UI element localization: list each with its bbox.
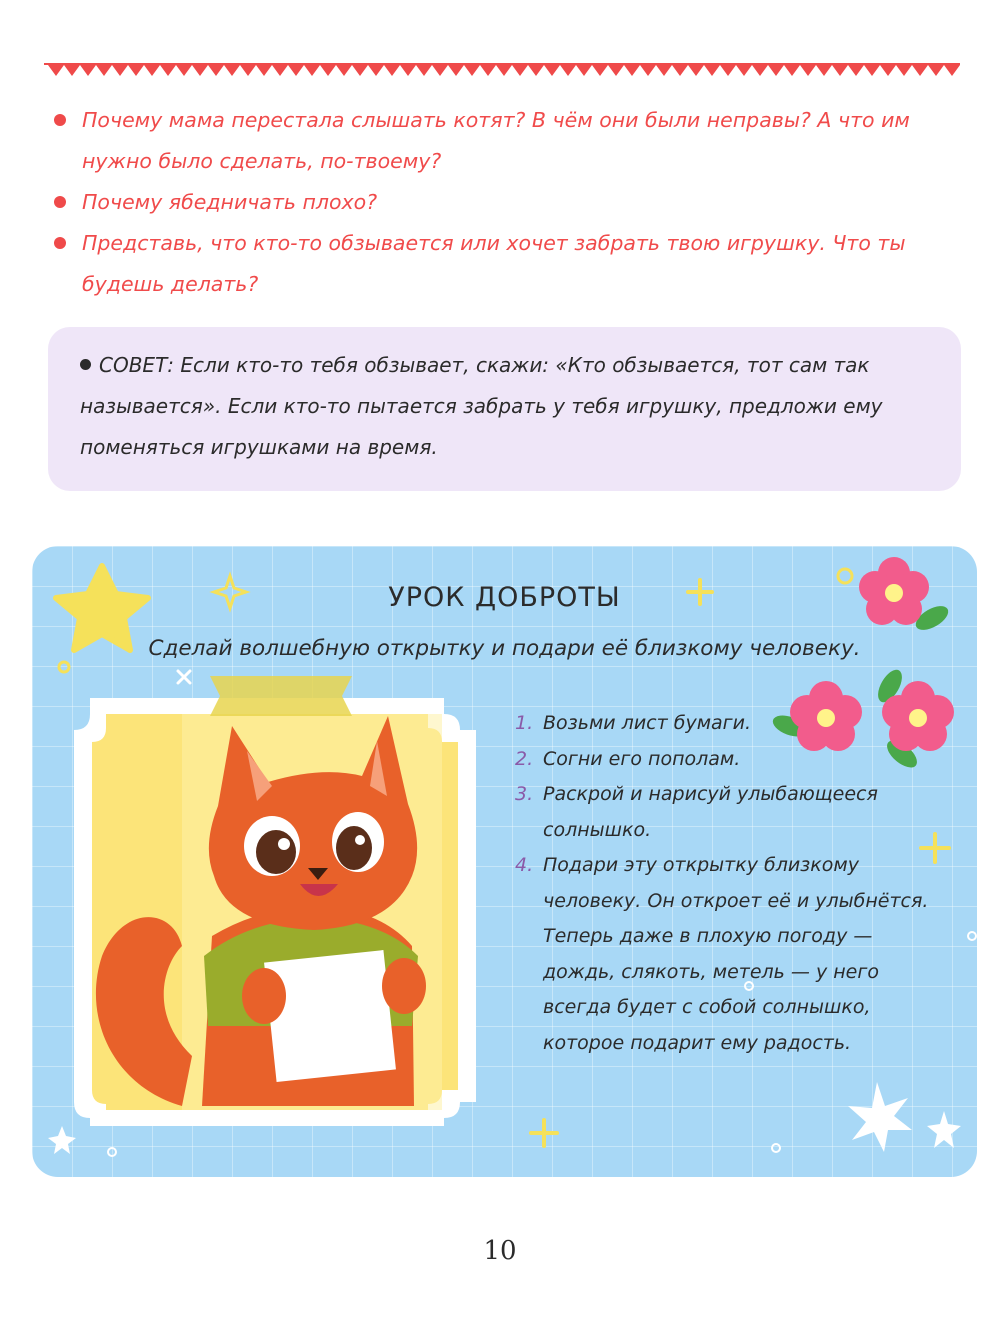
step-number: 2. [515, 747, 534, 770]
question-item [52, 100, 952, 182]
cat-illustration [74, 676, 476, 1126]
question-text: Почему мама перестала слышать котят? В чём они были неправы? А что им нужно было сделать, по-твоему? [82, 108, 910, 173]
card-subtitle: Сделай волшебную открытку и подари её близкому человеку. [148, 636, 861, 661]
card-title: УРОК ДОБРОТЫ [388, 582, 621, 613]
step-item [515, 742, 935, 778]
bullet-dot-icon [54, 196, 66, 208]
bullet-dot-icon [80, 359, 91, 370]
step-text: Подари эту открытку близкому человеку. Он откроет её и улыбнётся. Теперь даже в плохую погоду — дождь, слякоть, метель — у него всегда будет с собой солнышко, которое подарит ему радость. [543, 854, 929, 1054]
sparkle-icon [531, 1120, 557, 1146]
sparkle-icon [59, 662, 69, 672]
bullet-dot-icon [54, 114, 66, 126]
tip-box [48, 327, 961, 491]
sparkle-icon [968, 932, 976, 940]
step-text: Раскрой и нарисуй улыбающееся солнышко. [543, 783, 878, 841]
question-item [52, 182, 952, 223]
star-icon [848, 1082, 912, 1152]
steps-list [515, 706, 935, 1061]
tip-text: СОВЕТ: Если кто-то тебя обзывает, скажи: «Кто обзывается, тот сам так называется». Если кто-то пытается забрать у тебя игрушку, предложи ему поменяться игрушками на время. [80, 353, 883, 459]
sparkle-icon [178, 671, 190, 683]
step-text: Возьми лист бумаги. [543, 712, 752, 734]
question-text: Почему ябедничать плохо? [82, 190, 378, 214]
sparkle-icon [108, 1148, 116, 1156]
question-list [52, 100, 952, 305]
star-icon [927, 1111, 961, 1148]
star-icon [48, 1126, 76, 1154]
step-text: Согни его пополам. [543, 747, 741, 770]
step-number: 3. [515, 783, 534, 805]
question-item [52, 223, 952, 305]
step-number: 1. [515, 712, 534, 734]
tip-paragraph [80, 345, 932, 468]
zigzag-border [44, 63, 960, 77]
kindness-lesson-card [32, 546, 977, 1177]
sparkle-icon [838, 569, 852, 583]
step-item [515, 777, 935, 848]
step-item [515, 706, 935, 742]
question-text: Представь, что кто-то обзывается или хочет забрать твою игрушку. Что ты будешь делать? [82, 231, 906, 296]
page-number: 10 [483, 1236, 517, 1266]
sparkle-icon [772, 1144, 780, 1152]
step-item [515, 848, 935, 1061]
bullet-dot-icon [54, 237, 66, 249]
step-number: 4. [515, 854, 534, 876]
